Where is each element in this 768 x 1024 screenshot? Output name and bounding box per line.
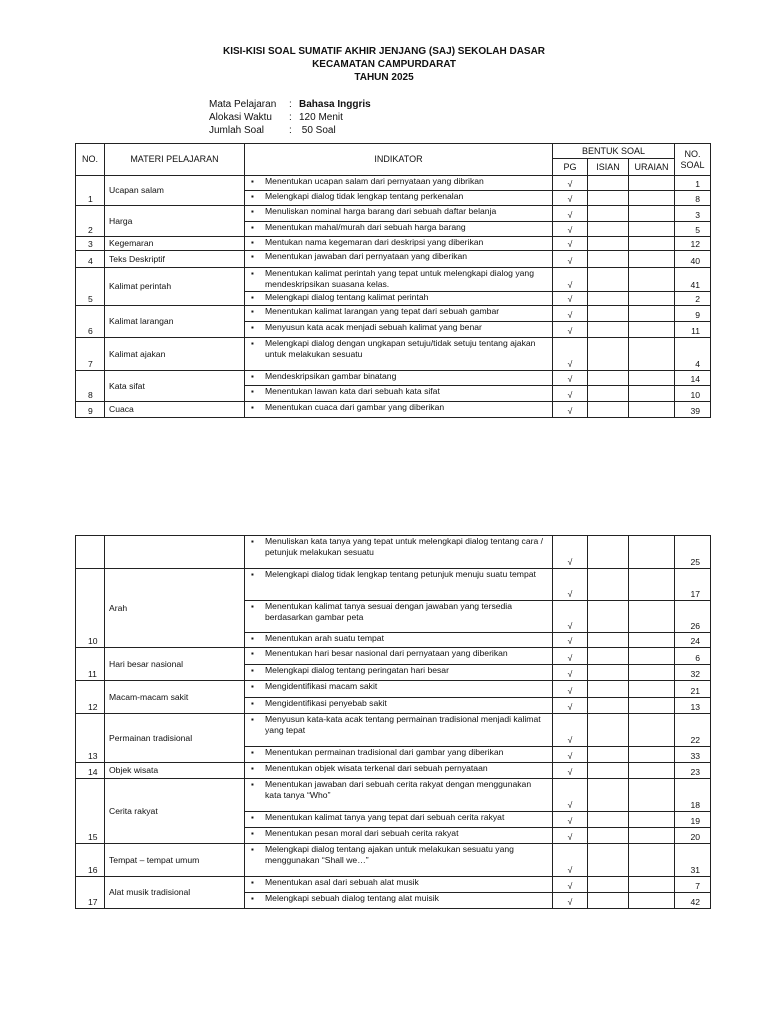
no-soal-cell: 24 [675,633,711,648]
no-soal-cell: 9 [675,306,711,322]
pg-check-cell: √ [553,648,588,665]
indikator-cell: ▪ Menentukan hari besar nasional dari pernyataan yang diberikan [245,648,553,665]
pg-check-cell: √ [553,268,588,292]
uraian-cell [629,633,675,648]
uraian-cell [629,893,675,909]
row-number: 2 [76,206,105,237]
no-soal-cell: 33 [675,747,711,763]
meta-time: Alokasi Waktu : 120 Menit [209,112,343,123]
doc-title-line1: KISI-KISI SOAL SUMATIF AKHIR JENJANG (SAJ) SEKOLAH DASAR [222,46,546,57]
indikator-cell: ▪ Menentukan lawan kata dari sebuah kata sifat [245,386,553,402]
uraian-cell [629,714,675,747]
materi-cell: Arah [105,569,245,648]
table-row [76,176,711,191]
isian-cell [588,828,629,844]
indikator-cell: ▪ Menyusun kata acak menjadi sebuah kalimat yang benar [245,322,553,338]
indikator-cell: ▪ Melengkapi dialog tidak lengkap tentang petunjuk menuju suatu tempat [245,569,553,601]
materi-cell: Cuaca [105,402,245,418]
isian-cell [588,844,629,877]
isian-cell [588,191,629,206]
isian-cell [588,698,629,714]
uraian-cell [629,601,675,633]
indikator-cell: ▪ Menentukan mahal/murah dari sebuah harga barang [245,222,553,237]
isian-cell [588,386,629,402]
materi-cell: Kalimat larangan [105,306,245,338]
pg-check-cell: √ [553,292,588,306]
row-number: 3 [76,237,105,251]
pg-check-cell: √ [553,569,588,601]
isian-cell [588,536,629,569]
indikator-cell: ▪ Mengidentifikasi macam sakit [245,681,553,698]
no-soal-cell: 1 [675,176,711,191]
uraian-cell [629,222,675,237]
indikator-cell: ▪ Menentukan cuaca dari gambar yang diberikan [245,402,553,418]
pg-check-cell: √ [553,338,588,371]
uraian-cell [629,648,675,665]
isian-cell [588,633,629,648]
pg-check-cell: √ [553,306,588,322]
no-soal-cell: 41 [675,268,711,292]
no-soal-cell: 2 [675,292,711,306]
row-number: 12 [76,681,105,714]
col-no-header: NO. [76,144,105,176]
pg-check-cell: √ [553,779,588,812]
no-soal-cell: 11 [675,322,711,338]
isian-cell [588,779,629,812]
pg-check-cell: √ [553,237,588,251]
materi-cell: Kalimat ajakan [105,338,245,371]
meta-subject: Mata Pelajaran : Bahasa Inggris [209,99,371,110]
materi-cell [105,536,245,569]
row-number: 1 [76,176,105,206]
no-soal-cell: 40 [675,251,711,268]
pg-check-cell: √ [553,633,588,648]
grid-table-1 [75,143,711,418]
no-soal-cell: 26 [675,601,711,633]
no-soal-cell: 14 [675,371,711,386]
pg-check-cell: √ [553,698,588,714]
row-number: 15 [76,779,105,844]
materi-cell: Objek wisata [105,763,245,779]
col-bentuk-header: BENTUK SOAL [553,144,675,159]
pg-check-cell: √ [553,402,588,418]
materi-cell: Tempat – tempat umum [105,844,245,877]
meta-count: Jumlah Soal : 50 Soal [209,125,336,136]
uraian-cell [629,176,675,191]
row-number: 11 [76,648,105,681]
table-row [76,237,711,251]
indikator-cell: ▪ Menuliskan kata tanya yang tepat untuk melengkapi dialog tentang cara / petunjuk melakukan sesuatu [245,536,553,569]
pg-check-cell: √ [553,812,588,828]
grid-table-2 [75,535,711,909]
isian-cell [588,237,629,251]
indikator-cell: ▪ Mentukan nama kegemaran dari deskripsi yang diberikan [245,237,553,251]
indikator-cell: ▪ Menentukan jawaban dari sebuah cerita rakyat dengan menggunakan kata tanya “Who” [245,779,553,812]
row-number [76,536,105,569]
indikator-cell: ▪ Menentukan asal dari sebuah alat musik [245,877,553,893]
isian-cell [588,812,629,828]
indikator-cell: ▪ Mengidentifikasi penyebab sakit [245,698,553,714]
materi-cell: Teks Deskriptif [105,251,245,268]
no-soal-cell: 12 [675,237,711,251]
uraian-cell [629,237,675,251]
no-soal-cell: 42 [675,893,711,909]
no-soal-cell: 21 [675,681,711,698]
isian-cell [588,763,629,779]
uraian-cell [629,306,675,322]
indikator-cell: ▪ Melengkapi dialog tentang peringatan hari besar [245,665,553,681]
isian-cell [588,648,629,665]
pg-check-cell: √ [553,536,588,569]
materi-cell: Alat musik tradisional [105,877,245,909]
no-soal-cell: 5 [675,222,711,237]
uraian-cell [629,536,675,569]
table-row [76,371,711,386]
pg-check-cell: √ [553,747,588,763]
row-number: 16 [76,844,105,877]
col-materi-header: MATERI PELAJARAN [105,144,245,176]
table-row [76,877,711,893]
no-soal-cell: 32 [675,665,711,681]
materi-cell: Permainan tradisional [105,714,245,763]
no-soal-cell: 39 [675,402,711,418]
isian-cell [588,665,629,681]
table-row [76,844,711,877]
row-number: 10 [76,569,105,648]
uraian-cell [629,812,675,828]
isian-cell [588,268,629,292]
col-isian-header: ISIAN [588,159,629,176]
pg-check-cell: √ [553,251,588,268]
pg-check-cell: √ [553,714,588,747]
isian-cell [588,222,629,237]
row-number: 8 [76,371,105,402]
pg-check-cell: √ [553,893,588,909]
no-soal-cell: 25 [675,536,711,569]
no-soal-cell: 7 [675,877,711,893]
col-uraian-header: URAIAN [629,159,675,176]
isian-cell [588,306,629,322]
indikator-cell: ▪ Melengkapi dialog dengan ungkapan setuju/tidak setuju tentang ajakan untuk melakukan sesuatu [245,338,553,371]
indikator-cell: ▪ Menentukan arah suatu tempat [245,633,553,648]
indikator-cell: ▪ Menentukan kalimat larangan yang tepat dari sebuah gambar [245,306,553,322]
isian-cell [588,322,629,338]
table-row [76,763,711,779]
table-row [76,338,711,371]
materi-cell: Cerita rakyat [105,779,245,844]
indikator-cell: ▪ Melengkapi sebuah dialog tentang alat muisik [245,893,553,909]
pg-check-cell: √ [553,206,588,222]
isian-cell [588,569,629,601]
table-row [76,206,711,222]
uraian-cell [629,386,675,402]
pg-check-cell: √ [553,844,588,877]
uraian-cell [629,322,675,338]
isian-cell [588,176,629,191]
materi-cell: Macam-macam sakit [105,681,245,714]
uraian-cell [629,877,675,893]
no-soal-cell: 8 [675,191,711,206]
indikator-cell: ▪ Menyusun kata-kata acak tentang permainan tradisional menjadi kalimat yang tepat [245,714,553,747]
no-soal-cell: 19 [675,812,711,828]
table-row [76,681,711,698]
doc-title-line3: TAHUN 2025 [354,72,414,83]
table-row [76,251,711,268]
table-row [76,648,711,665]
pg-check-cell: √ [553,665,588,681]
pg-check-cell: √ [553,877,588,893]
no-soal-cell: 13 [675,698,711,714]
table-row [76,536,711,569]
no-soal-cell: 3 [675,206,711,222]
isian-cell [588,371,629,386]
table-row [76,268,711,292]
table-row [76,714,711,747]
pg-check-cell: √ [553,386,588,402]
uraian-cell [629,251,675,268]
uraian-cell [629,569,675,601]
isian-cell [588,251,629,268]
uraian-cell [629,268,675,292]
indikator-cell: ▪ Menentukan ucapan salam dari pernyataan yang dibrikan [245,176,553,191]
uraian-cell [629,292,675,306]
isian-cell [588,877,629,893]
materi-cell: Ucapan salam [105,176,245,206]
row-number: 5 [76,268,105,306]
no-soal-cell: 10 [675,386,711,402]
uraian-cell [629,371,675,386]
uraian-cell [629,747,675,763]
uraian-cell [629,844,675,877]
no-soal-cell: 22 [675,714,711,747]
pg-check-cell: √ [553,763,588,779]
pg-check-cell: √ [553,191,588,206]
indikator-cell: ▪ Menentukan kalimat perintah yang tepat untuk melengkapi dialog yang mendeskripsikan suasana kelas. [245,268,553,292]
indikator-cell: ▪ Menentukan objek wisata terkenal dari sebuah pernyataan [245,763,553,779]
indikator-cell: ▪ Melengkapi dialog tidak lengkap tentang perkenalan [245,191,553,206]
indikator-cell: ▪ Menentukan permainan tradisional dari gambar yang diberikan [245,747,553,763]
row-number: 4 [76,251,105,268]
indikator-cell: ▪ Menentukan jawaban dari pernyataan yang diberikan [245,251,553,268]
table-row [76,402,711,418]
uraian-cell [629,763,675,779]
pg-check-cell: √ [553,828,588,844]
no-soal-cell: 20 [675,828,711,844]
indikator-cell: ▪ Melengkapi dialog tentang kalimat perintah [245,292,553,306]
isian-cell [588,402,629,418]
uraian-cell [629,828,675,844]
isian-cell [588,714,629,747]
materi-cell: Kalimat perintah [105,268,245,306]
no-soal-cell: 23 [675,763,711,779]
indikator-cell: ▪ Menentukan pesan moral dari sebuah cerita rakyat [245,828,553,844]
isian-cell [588,747,629,763]
isian-cell [588,893,629,909]
no-soal-cell: 6 [675,648,711,665]
table-row [76,306,711,322]
no-soal-cell: 18 [675,779,711,812]
row-number: 17 [76,877,105,909]
pg-check-cell: √ [553,176,588,191]
indikator-cell: ▪ Menentukan kalimat tanya sesuai dengan jawaban yang tersedia berdasarkan gambar peta [245,601,553,633]
no-soal-cell: 4 [675,338,711,371]
indikator-cell: ▪ Menentukan kalimat tanya yang tepat dari sebuah cerita rakyat [245,812,553,828]
isian-cell [588,601,629,633]
no-soal-cell: 31 [675,844,711,877]
isian-cell [588,292,629,306]
pg-check-cell: √ [553,681,588,698]
uraian-cell [629,681,675,698]
indikator-cell: ▪ Menuliskan nominal harga barang dari sebuah daftar belanja [245,206,553,222]
row-number: 6 [76,306,105,338]
isian-cell [588,206,629,222]
col-indikator-header: INDIKATOR [245,144,553,176]
materi-cell: Kata sifat [105,371,245,402]
pg-check-cell: √ [553,222,588,237]
pg-check-cell: √ [553,371,588,386]
table-row [76,779,711,812]
uraian-cell [629,665,675,681]
row-number: 7 [76,338,105,371]
materi-cell: Hari besar nasional [105,648,245,681]
isian-cell [588,338,629,371]
row-number: 14 [76,763,105,779]
table-row [76,569,711,601]
row-number: 9 [76,402,105,418]
col-pg-header: PG [553,159,588,176]
isian-cell [588,681,629,698]
doc-title-line2: KECAMATAN CAMPURDARAT [312,59,456,70]
uraian-cell [629,338,675,371]
uraian-cell [629,191,675,206]
uraian-cell [629,698,675,714]
no-soal-cell: 17 [675,569,711,601]
col-nosoal-header: NO. SOAL [675,144,711,176]
uraian-cell [629,206,675,222]
uraian-cell [629,402,675,418]
row-number: 13 [76,714,105,763]
pg-check-cell: √ [553,601,588,633]
indikator-cell: ▪ Melengkapi dialog tentang ajakan untuk melakukan sesuatu yang menggunakan “Shall we…” [245,844,553,877]
indikator-cell: ▪ Mendeskripsikan gambar binatang [245,371,553,386]
materi-cell: Harga [105,206,245,237]
pg-check-cell: √ [553,322,588,338]
materi-cell: Kegemaran [105,237,245,251]
uraian-cell [629,779,675,812]
